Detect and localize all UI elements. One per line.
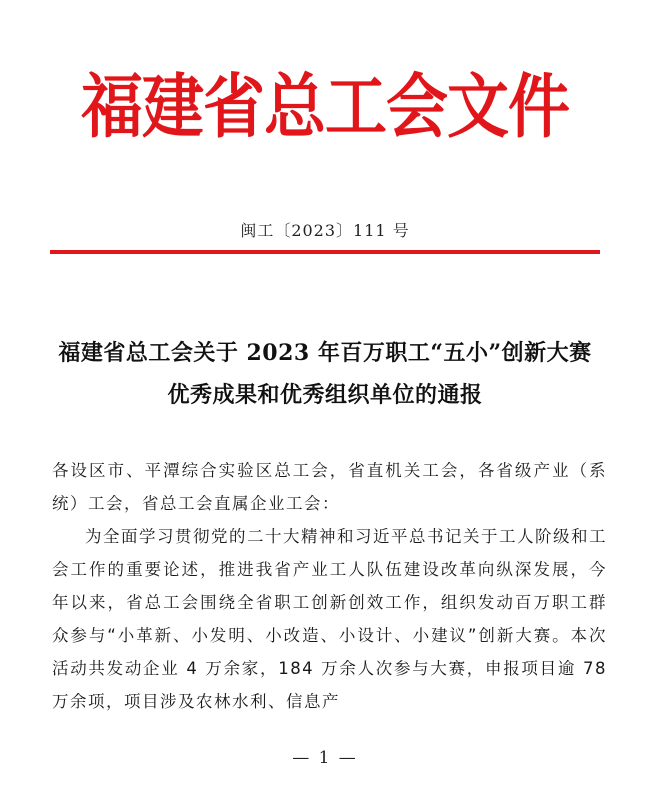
red-divider [50,250,600,254]
notice-title-line-1: 福建省总工会关于 2023 年百万职工“五小”创新大赛 [58,340,592,366]
page-number: — 1 — [292,748,358,768]
document-body [52,454,607,718]
notice-title-line-2: 优秀成果和优秀组织单位的通报 [167,382,483,408]
issuer-title: 福建省总工会文件 [80,65,569,148]
notice-title [30,332,620,416]
document-number: 闽工〔2023〕111 号 [240,221,410,240]
addressees: 各设区市、平潭综合实验区总工会，省直机关工会，各省级产业（系统）工会，省总工会直属企业工会： [52,461,607,513]
body-paragraph-1: 为全面学习贯彻党的二十大精神和习近平总书记关于工人阶级和工会工作的重要论述，推进我省产业工人队伍建设改革向纵深发展，今年以来，省总工会围绕全省职工创新创效工作，组织发动百万职工群众参与“小革新、小发明、小改造、小设计、小建议”创新大赛。本次活动共发动企业 4 万余家，184 万余人次参与大赛，申报项目逾 78 万余项，项目涉及农林水利、信息产 [52,527,607,711]
